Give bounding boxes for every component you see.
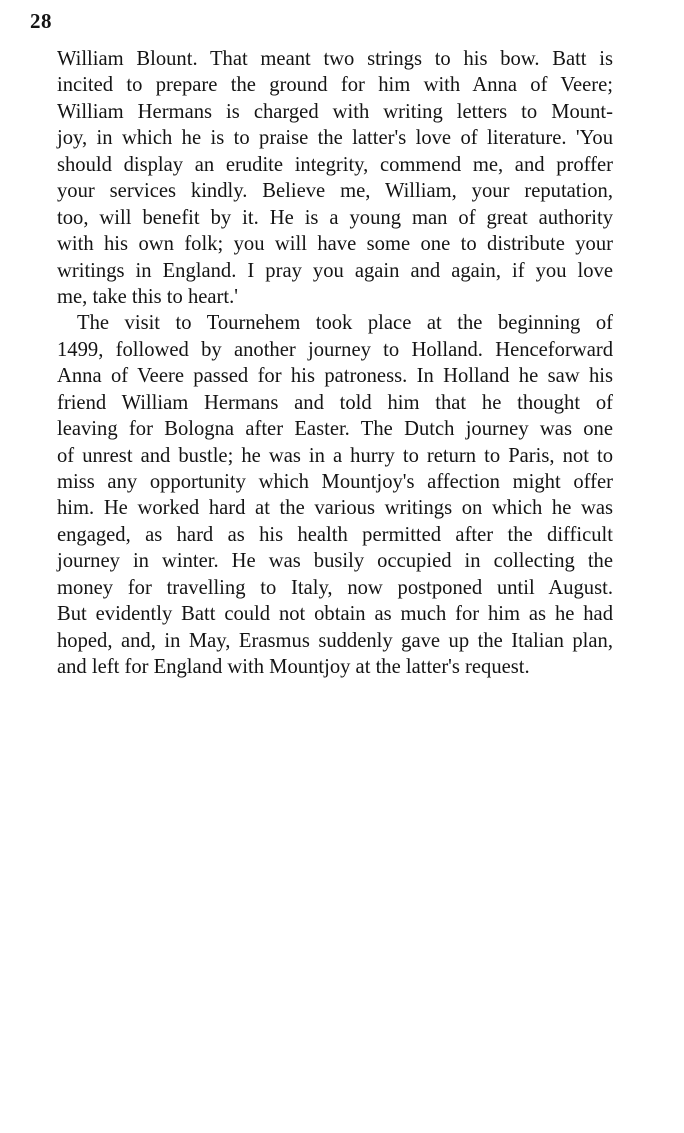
- text-line: engaged, as hard as his health permitted after the difficult: [57, 523, 613, 546]
- text-line: too, will benefit by it. He is a young man of great authority: [57, 206, 613, 229]
- paragraph-1: [57, 46, 613, 310]
- text-line: and left for England with Mountjoy at the latter's request.: [57, 656, 530, 679]
- text-line: with his own folk; you will have some one to distribute your: [57, 233, 613, 256]
- text-line: me, take this to heart.': [57, 285, 238, 308]
- text-line: William Hermans is charged with writing letters to Mount-: [57, 100, 613, 123]
- body-text: [57, 46, 613, 681]
- text-line: him. He worked hard at the various writings on which he was: [57, 497, 613, 520]
- text-line: friend William Hermans and told him that he thought of: [57, 391, 613, 414]
- text-line: 1499, followed by another journey to Holland. Henceforward: [57, 338, 613, 361]
- text-line: writings in England. I pray you again and again, if you love: [57, 259, 613, 282]
- text-line: should display an erudite integrity, commend me, and proffer: [57, 153, 613, 176]
- text-line: miss any opportunity which Mountjoy's affection might offer: [57, 471, 613, 493]
- text-line: incited to prepare the ground for him with Anna of Veere;: [57, 74, 613, 97]
- text-line: The visit to Tournehem took place at the beginning of: [77, 312, 613, 335]
- text-line: leaving for Bologna after Easter. The Dutch journey was one: [57, 418, 613, 441]
- text-line: money for travelling to Italy, now postponed until August.: [57, 576, 613, 599]
- paragraph-2: [57, 310, 613, 680]
- page-number: 28: [30, 9, 52, 33]
- text-line: journey in winter. He was busily occupied in collecting the: [57, 550, 613, 573]
- text-line: hoped, and, in May, Erasmus suddenly gave up the Italian plan,: [57, 629, 613, 652]
- text-line: joy, in which he is to praise the latter's love of literature. 'You: [57, 127, 613, 150]
- text-line: your services kindly. Believe me, William, your reputation,: [57, 180, 613, 203]
- text-line: of unrest and bustle; he was in a hurry to return to Paris, not to: [57, 444, 613, 467]
- text-line: Anna of Veere passed for his patroness. In Holland he saw his: [57, 365, 613, 388]
- text-line: But evidently Batt could not obtain as much for him as he had: [57, 603, 613, 626]
- text-line: William Blount. That meant two strings to his bow. Batt is: [57, 48, 613, 70]
